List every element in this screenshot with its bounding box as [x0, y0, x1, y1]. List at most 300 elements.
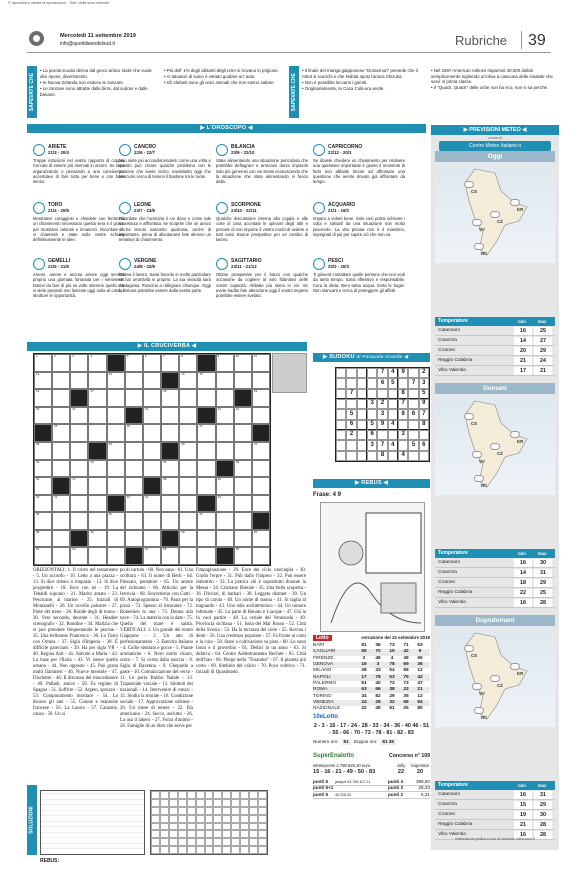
crossword-cell[interactable]	[234, 512, 252, 530]
sudoku-cell[interactable]	[346, 451, 356, 461]
crossword-cell[interactable]	[70, 530, 88, 548]
sudoku-cell[interactable]	[388, 389, 398, 399]
crossword-cell[interactable]	[107, 424, 125, 442]
crossword-cell[interactable]	[197, 547, 215, 565]
sudoku-cell[interactable]: 9	[419, 399, 429, 409]
sign-leone	[119, 202, 211, 243]
clues-orizzontali: ORIZZONTALI: 1. Il cristo nel testamento - 5. Un accordo - 10. Letto a una piazza - 13. Si dice ridono a rimpasto - 13. Si dice progredire - 18. Esce con lei - 19. La Tebaldi soprano - 21. Marito amato - 23. Pescicane, ai marine - 25. Iniziali di Montanelli - 26. Un uccello palustre - 27. Parte del treno - 28. Ronde degli di tuono - 30. Vero secondo, decente - 31. Heather scenografo - 32. Rondine - 34. Malizia che si può prendere frequentando le piscine - 35. Una bellunese Francesca - 36. Lo Tosto con Ormea - 37. Sigla d'Imperia - 38. È difficile pareciarsi - 39. Ha per sigla VR - 40. Regina Asti - 41. Salvato a Maria - 43. La base per l'Ilaria - 43. Vi riesce quello umano - 44. Non opposto - 45. Può grana molti fiammeri - 46. Nuove mensole - 47. Dischetto - 48. Il discusso del miocediatore - 49. Palladi, amice - 50. Fa regime di Spagna - 51. Soffrire - 52. Argeto, spruzzo - 53. Componimento mordace - 54. Lo dicono gli atei - 55. Cinone e mannone francese - 56. La Lauria - 57. Canzone, causa - 58. Un si	[33, 568, 118, 717]
crossword-cell[interactable]: 44	[216, 495, 234, 513]
sudoku-cell[interactable]: 2	[346, 430, 356, 440]
solution-cell	[249, 846, 258, 854]
crossword-cell[interactable]	[107, 460, 125, 478]
sudoku-cell[interactable]: 3	[377, 409, 387, 419]
crossword-cell[interactable]: 32	[34, 460, 52, 478]
crossword-cell[interactable]	[197, 354, 215, 372]
crossword-cell[interactable]: 25	[52, 424, 70, 442]
crossword-cell[interactable]: 6	[143, 354, 161, 372]
lotto-wheel-row: CAGLIARI 55 70 15 42 9	[313, 649, 430, 655]
prize-row: punti 5 40.226,33 punti 2 5,31	[313, 791, 430, 797]
weather-cloud-icon	[474, 707, 484, 714]
sudoku-cell[interactable]: 6	[408, 409, 418, 419]
crossword-cell[interactable]: 15	[197, 372, 215, 390]
sudoku-cell[interactable]	[357, 420, 367, 430]
crossword-cell[interactable]: 1	[34, 354, 52, 372]
sudoku-cell[interactable]	[357, 440, 367, 450]
crossword-cell[interactable]	[88, 442, 106, 460]
crossword-cell[interactable]: 39	[216, 477, 234, 495]
crossword-cell[interactable]: 4	[88, 354, 106, 372]
crossword-cell[interactable]: 3	[70, 354, 88, 372]
crossword-cell[interactable]: 23	[216, 407, 234, 425]
sudoku-cell[interactable]: 8	[398, 409, 408, 419]
crossword-cell[interactable]	[161, 495, 179, 513]
sudoku-cell[interactable]: 6	[346, 420, 356, 430]
solution-cell	[231, 823, 240, 831]
sudoku-cell[interactable]	[357, 409, 367, 419]
solution-cell	[187, 815, 196, 823]
sign-text: Se dovete chiedere un chiarimento per risolvere una questione importante è giunto il momento di farlo non abbiate timore ad affrontare una questione che avrete dovuto già affrontare da tempo.	[313, 157, 405, 185]
crossword-cell[interactable]	[125, 530, 143, 548]
sudoku-cell[interactable]	[336, 451, 346, 461]
crossword-cell[interactable]: 45	[34, 512, 52, 530]
crossword-cell[interactable]: 37	[70, 477, 88, 495]
sudoku-cell[interactable]	[346, 399, 356, 409]
crossword-cell[interactable]	[252, 407, 270, 425]
sudoku-cell[interactable]: 2	[377, 399, 387, 409]
crossword-cell[interactable]	[125, 389, 143, 407]
crossword-cell[interactable]	[52, 407, 70, 425]
solution-cell	[151, 823, 160, 831]
solution-cell	[169, 830, 178, 838]
calabria-map	[435, 395, 555, 495]
solution-cell	[222, 823, 231, 831]
sudoku-cell[interactable]	[336, 420, 346, 430]
sudoku-cell[interactable]: 7	[419, 409, 429, 419]
sudoku-cell[interactable]	[346, 368, 356, 378]
crossword-cell[interactable]	[179, 407, 197, 425]
crossword-cell[interactable]	[234, 477, 252, 495]
crossword-cell[interactable]	[52, 442, 70, 460]
sudoku-cell[interactable]: 4	[388, 420, 398, 430]
crossword-cell[interactable]: 27	[197, 424, 215, 442]
sign-dates: 22/6 - 22/7	[134, 150, 155, 156]
crossword-cell[interactable]	[70, 442, 88, 460]
crossword-cell[interactable]	[161, 530, 179, 548]
sudoku-cell[interactable]	[367, 368, 377, 378]
clues-verticali: l'impaginazione - 29. Esce del ciclo cascinglia - 30. Grado l'erpre - 31. Pub dallo l'impero - 32. Può essere imbottito - 33. La pratica chi è soprattutto durante la Messa - 34. Cristiano liberale - 35. Una bella scoperta - 36. Divorzi, di barbari - 38. Leggeto distraet - 39. Un tipo di carota - 40. Un nome di donna - 41. Si taglia al traguardo - 43. Uno stile architettonico - 44. Un tumore infernale - 45. La parte di Renato è Liacque - 47. Chi la fa vuol partire - 48. La ceriale del Venezuela - 49. Provincia siciliana - 51. Isola del Mar Rosso - 52. Città della Svezia - 53. Ha la terrazza del cielo - 55. Rovina i denti - 56. Una credenza popolare - 57. Fa fronte ai conti e la cura - 58. Stare a coltivazione sa pista - 60. Lo sono Ionio e il proverbio - 61. Dedici in un anno - 63. Si defalca - 64. Centro Addestramento Reclute - 65. Città dell'Iran - 66. Pierge nella "Turandot" - 67. Il pianeta più corto - 69. Simbolo del calcio - 70. Poco volitivo - 71. Iniziali di Quasimodo.	[196, 568, 306, 675]
sudoku-cell[interactable]: 5	[388, 378, 398, 388]
lotto-wheel-row: TORINO 34 82 29 35 12	[313, 693, 423, 699]
crossword-cell[interactable]	[234, 372, 252, 390]
crossword-cell[interactable]	[88, 407, 106, 425]
crossword-cell[interactable]: 9	[216, 354, 234, 372]
sign-name: PESCI	[328, 258, 344, 264]
crossword-cell[interactable]	[179, 495, 197, 513]
crossword-cell[interactable]	[52, 460, 70, 478]
crossword-cell[interactable]	[88, 477, 106, 495]
sudoku-cell[interactable]: 5	[367, 420, 377, 430]
crossword-cell[interactable]	[197, 389, 215, 407]
crossword-cell[interactable]: 38	[161, 477, 179, 495]
crossword-cell[interactable]	[52, 477, 70, 495]
crossword-cell[interactable]	[179, 512, 197, 530]
crossword-cell[interactable]	[52, 530, 70, 548]
sudoku-cell[interactable]	[336, 430, 346, 440]
sudoku-cell[interactable]: 3	[367, 440, 377, 450]
map-city-code: VV	[479, 459, 485, 464]
crossword-cell[interactable]	[107, 407, 125, 425]
crossword-cell[interactable]: 13	[107, 372, 125, 390]
crossword-cell[interactable]	[252, 372, 270, 390]
sudoku-cell[interactable]	[357, 368, 367, 378]
sudoku-cell[interactable]: 4	[388, 440, 398, 450]
crossword-cell[interactable]	[88, 372, 106, 390]
sudoku-cell[interactable]	[408, 420, 418, 430]
temperature-row: Catanzaro 16 31	[435, 791, 555, 800]
sudoku-cell[interactable]	[408, 399, 418, 409]
solution-cell	[151, 799, 160, 807]
crossword-cell[interactable]: 20	[34, 407, 52, 425]
crossword-cell[interactable]: 41	[52, 495, 70, 513]
crossword-grid[interactable]	[33, 353, 271, 566]
crossword-cell[interactable]	[52, 512, 70, 530]
weather-brand[interactable]: Centro Meteo Italiano.it	[439, 141, 551, 151]
crossword-cell[interactable]	[197, 495, 215, 513]
crossword-cell[interactable]: 18	[161, 389, 179, 407]
sudoku-cell[interactable]	[408, 389, 418, 399]
sudoku-cell[interactable]: 3	[419, 378, 429, 388]
crossword-cell[interactable]	[125, 460, 143, 478]
crossword-cell[interactable]: 43	[143, 495, 161, 513]
crossword-cell[interactable]	[70, 495, 88, 513]
crossword-cell[interactable]	[143, 460, 161, 478]
solution-cell	[196, 815, 205, 823]
crossword-cell[interactable]	[52, 372, 70, 390]
sudoku-cell[interactable]	[336, 399, 346, 409]
solution-cell	[196, 823, 205, 831]
sudoku-cell[interactable]: 7	[377, 368, 387, 378]
crossword-cell[interactable]	[252, 424, 270, 442]
crossword-cell[interactable]	[234, 530, 252, 548]
diecielotto-mark: 10eLotto	[313, 713, 339, 720]
crossword-cell[interactable]	[107, 477, 125, 495]
crossword-cell[interactable]	[252, 495, 270, 513]
solution-cell	[151, 791, 160, 799]
map-city-code: CZ	[497, 683, 503, 688]
sudoku-cell[interactable]: 7	[408, 378, 418, 388]
solution-cell	[222, 807, 231, 815]
sudoku-cell[interactable]: 9	[398, 368, 408, 378]
sign-dates: 23/10 - 22/11	[231, 208, 257, 214]
crossword-cell[interactable]: 19	[252, 389, 270, 407]
crossword-cell[interactable]	[143, 477, 161, 495]
sudoku-cell[interactable]: 3	[367, 399, 377, 409]
sudoku-cell[interactable]	[419, 451, 429, 461]
crossword-cell[interactable]	[216, 442, 234, 460]
crossword-cell[interactable]: 51	[252, 530, 270, 548]
crossword-cell[interactable]	[107, 495, 125, 513]
crossword-cell[interactable]	[234, 495, 252, 513]
crossword-cell[interactable]: 29	[107, 442, 125, 460]
crossword-cell[interactable]: 54	[143, 547, 161, 565]
sudoku-cell[interactable]	[336, 409, 346, 419]
crossword-cell[interactable]	[107, 530, 125, 548]
crossword-cell[interactable]	[216, 512, 234, 530]
crossword-cell[interactable]	[197, 407, 215, 425]
sudoku-cell[interactable]: 8	[377, 451, 387, 461]
sudoku-cell[interactable]	[357, 451, 367, 461]
crossword-cell[interactable]	[252, 547, 270, 565]
solution-cell	[151, 838, 160, 846]
crossword-cell[interactable]	[107, 354, 125, 372]
sudoku-cell[interactable]	[357, 378, 367, 388]
crossword-cell[interactable]	[70, 424, 88, 442]
crossword-cell[interactable]: 34	[161, 460, 179, 478]
solution-cell	[187, 823, 196, 831]
crossword-cell[interactable]	[197, 530, 215, 548]
cancro-zodiac-icon	[119, 144, 131, 156]
sudoku-cell[interactable]	[408, 451, 418, 461]
crossword-cell[interactable]: 10	[234, 354, 252, 372]
sudoku-cell[interactable]	[336, 440, 346, 450]
crossword-cell[interactable]	[125, 407, 143, 425]
crossword-cell[interactable]	[70, 512, 88, 530]
sudoku-cell[interactable]: 7	[398, 399, 408, 409]
crossword-cell[interactable]: 46	[107, 512, 125, 530]
crossword-cell[interactable]	[52, 389, 70, 407]
lotto-wheel-row: GENOVA 16 3 78 69 36	[313, 662, 430, 668]
crossword-cell[interactable]: 7	[161, 354, 179, 372]
sudoku-cell[interactable]: 4	[388, 368, 398, 378]
crossword-cell[interactable]	[125, 512, 143, 530]
crossword-cell[interactable]: 30	[179, 442, 197, 460]
sudoku-cell[interactable]	[398, 440, 408, 450]
contact-email[interactable]: info@quotidianodelsud.it	[60, 41, 115, 47]
crossword-cell[interactable]	[197, 442, 215, 460]
sudoku-cell[interactable]	[346, 440, 356, 450]
crossword-cell[interactable]	[234, 424, 252, 442]
crossword-cell[interactable]	[125, 442, 143, 460]
sudoku-cell[interactable]	[398, 420, 408, 430]
solution-cell	[240, 838, 249, 846]
toro-zodiac-icon	[33, 202, 45, 214]
sudoku-cell[interactable]: 7	[377, 440, 387, 450]
rebus-image	[320, 502, 425, 632]
sign-text: Qualche discussione interna alla coppia e alle cose di cosa accettate le opinioni degli altri e percate di non imporre il vostro modo di vedere a tutti costi. Buone prospettive per un cambio di lavoro.	[216, 215, 308, 243]
sudoku-cell[interactable]: 5	[419, 389, 429, 399]
crossword-cell[interactable]	[216, 424, 234, 442]
crossword-cell[interactable]	[252, 477, 270, 495]
crossword-cell[interactable]	[143, 389, 161, 407]
crossword-cell[interactable]	[197, 477, 215, 495]
sudoku-cell[interactable]	[388, 399, 398, 409]
crossword-cell[interactable]	[88, 547, 106, 565]
sena-prizes	[313, 779, 430, 799]
crossword-cell[interactable]: 40	[34, 495, 52, 513]
crossword-cell[interactable]: 36	[34, 477, 52, 495]
crossword-cell[interactable]	[252, 512, 270, 530]
crossword-cell[interactable]: 2	[52, 354, 70, 372]
sign-pesci	[313, 258, 405, 293]
solution-cell	[178, 830, 187, 838]
sudoku-cell[interactable]: 8	[398, 389, 408, 399]
crossword-cell[interactable]: 48	[34, 530, 52, 548]
sudoku-cell[interactable]: 4	[398, 451, 408, 461]
sudoku-cell[interactable]	[388, 409, 398, 419]
sudoku-grid[interactable]	[335, 367, 430, 462]
crossword-cell[interactable]	[197, 460, 215, 478]
crossword-cell[interactable]	[125, 547, 143, 565]
sudoku-cell[interactable]	[408, 430, 418, 440]
page-number: 39	[528, 32, 546, 49]
solution-cell	[196, 807, 205, 815]
crossword-cell[interactable]: 14	[179, 372, 197, 390]
crossword-cell[interactable]	[216, 389, 234, 407]
sign-toro	[33, 202, 125, 243]
crossword-cell[interactable]	[70, 372, 88, 390]
crossword-cell[interactable]	[107, 547, 125, 565]
crossword-cell[interactable]	[52, 547, 70, 565]
sign-sagittario	[216, 258, 308, 299]
crossword-cell[interactable]: 28	[34, 442, 52, 460]
sudoku-cell[interactable]	[367, 378, 377, 388]
crossword-cell[interactable]	[143, 372, 161, 390]
crossword-cell[interactable]	[88, 495, 106, 513]
crossword-cell[interactable]	[34, 424, 52, 442]
crossword-cell[interactable]	[216, 530, 234, 548]
crossword-cell[interactable]	[70, 460, 88, 478]
crossword-cell[interactable]	[179, 477, 197, 495]
sudoku-cell[interactable]	[357, 399, 367, 409]
crossword-cell[interactable]	[179, 460, 197, 478]
sudoku-cell[interactable]: 6	[377, 378, 387, 388]
oroscopo-banner: ▶ L'OROSCOPO ◀	[27, 124, 426, 133]
crossword-cell[interactable]	[234, 442, 252, 460]
crossword-cell[interactable]	[161, 442, 179, 460]
temperature-row: Crotone 20 29	[435, 347, 555, 356]
weather-day-label: Oggi	[435, 151, 555, 162]
solution-cell	[178, 846, 187, 854]
crossword-cell[interactable]	[161, 424, 179, 442]
crossword-cell[interactable]	[70, 389, 88, 407]
crossword-cell[interactable]: 52	[34, 547, 52, 565]
sudoku-cell[interactable]: 2	[419, 368, 429, 378]
sudoku-cell[interactable]	[336, 389, 346, 399]
crossword-cell[interactable]: 24	[234, 407, 252, 425]
solution-cell	[178, 791, 187, 799]
sudoku-cell[interactable]	[398, 378, 408, 388]
crossword-cell[interactable]: 49	[88, 530, 106, 548]
solution-cell	[205, 838, 214, 846]
crossword-cell[interactable]: 5	[125, 354, 143, 372]
crossword-cell[interactable]: 33	[88, 460, 106, 478]
crossword-cell[interactable]: 22	[143, 407, 161, 425]
sudoku-cell[interactable]	[377, 430, 387, 440]
superenalotto-header: SuperEnalotto Concorso n° 109	[313, 752, 430, 760]
crossword-cell[interactable]: 35	[234, 460, 252, 478]
crossword-cell[interactable]: 16	[34, 389, 52, 407]
sudoku-cell[interactable]: 5	[408, 440, 418, 450]
crossword-cell[interactable]	[252, 460, 270, 478]
crossword-cell[interactable]	[216, 547, 234, 565]
sudoku-cell[interactable]: 7	[346, 389, 356, 399]
sudoku-cell[interactable]: 5	[346, 409, 356, 419]
weather-cloud-icon	[510, 199, 520, 206]
crossword-cell[interactable]	[216, 372, 234, 390]
crossword-cell[interactable]: 26	[125, 424, 143, 442]
sudoku-cell[interactable]: 6	[367, 430, 377, 440]
crossword-cell[interactable]: 11	[252, 354, 270, 372]
crossword-cell[interactable]: 42	[125, 495, 143, 513]
sudoku-cell[interactable]: 9	[377, 420, 387, 430]
crossword-cell[interactable]: 47	[197, 512, 215, 530]
crossword-cell[interactable]: 12	[34, 372, 52, 390]
crossword-cell[interactable]: 50	[179, 530, 197, 548]
sudoku-cell[interactable]: 3	[398, 430, 408, 440]
solution-cell	[249, 799, 258, 807]
soluzioni-tab: SOLUZIONI	[27, 785, 37, 855]
weather-cloud-icon	[464, 645, 474, 652]
crossword-cell[interactable]	[107, 389, 125, 407]
sudoku-cell[interactable]	[367, 389, 377, 399]
sudoku-cell[interactable]	[377, 389, 387, 399]
sudoku-cell[interactable]	[388, 430, 398, 440]
solution-cell	[258, 846, 267, 854]
sudoku-cell[interactable]	[336, 378, 346, 388]
sudoku-cell[interactable]: 6	[419, 440, 429, 450]
crossword-cell[interactable]	[179, 547, 197, 565]
crossword-cell[interactable]: 17	[88, 389, 106, 407]
sign-bilancia	[216, 144, 308, 185]
page-separator	[521, 31, 522, 49]
crossword-cell[interactable]	[125, 372, 143, 390]
sudoku-cell[interactable]	[388, 451, 398, 461]
crossword-cell[interactable]	[179, 389, 197, 407]
crossword-cell[interactable]	[143, 424, 161, 442]
diecielotto-logo	[313, 713, 430, 722]
crossword-cell[interactable]	[88, 424, 106, 442]
sudoku-cell[interactable]: 8	[419, 420, 429, 430]
sudoku-cell[interactable]	[336, 368, 346, 378]
crossword-cell[interactable]	[179, 424, 197, 442]
crossword-cell[interactable]: 55	[161, 547, 179, 565]
crossword-cell[interactable]	[143, 442, 161, 460]
crossword-cell[interactable]	[161, 407, 179, 425]
crossword-cell[interactable]	[143, 530, 161, 548]
sudoku-cell[interactable]	[357, 389, 367, 399]
sudoku-cell[interactable]	[367, 451, 377, 461]
crossword-cell[interactable]	[161, 512, 179, 530]
crossword-cell[interactable]: 31	[252, 442, 270, 460]
crossword-cell[interactable]	[125, 477, 143, 495]
crossword-cell[interactable]: 21	[70, 407, 88, 425]
sudoku-cell[interactable]	[346, 378, 356, 388]
crossword-cell[interactable]: 56	[234, 547, 252, 565]
crossword-cell[interactable]	[216, 460, 234, 478]
sudoku-cell[interactable]	[357, 430, 367, 440]
crossword-cell[interactable]: 8	[179, 354, 197, 372]
crossword-cell[interactable]	[88, 512, 106, 530]
sudoku-cell[interactable]	[419, 430, 429, 440]
crossword-cell[interactable]	[234, 389, 252, 407]
superenalotto-logo: SuperEnalotto	[313, 752, 355, 759]
sudoku-cell[interactable]	[408, 368, 418, 378]
crossword-cell[interactable]	[161, 372, 179, 390]
crossword-cell[interactable]: 53	[70, 547, 88, 565]
crossword-cell[interactable]	[143, 512, 161, 530]
sudoku-cell[interactable]	[367, 409, 377, 419]
solution-cell	[258, 799, 267, 807]
